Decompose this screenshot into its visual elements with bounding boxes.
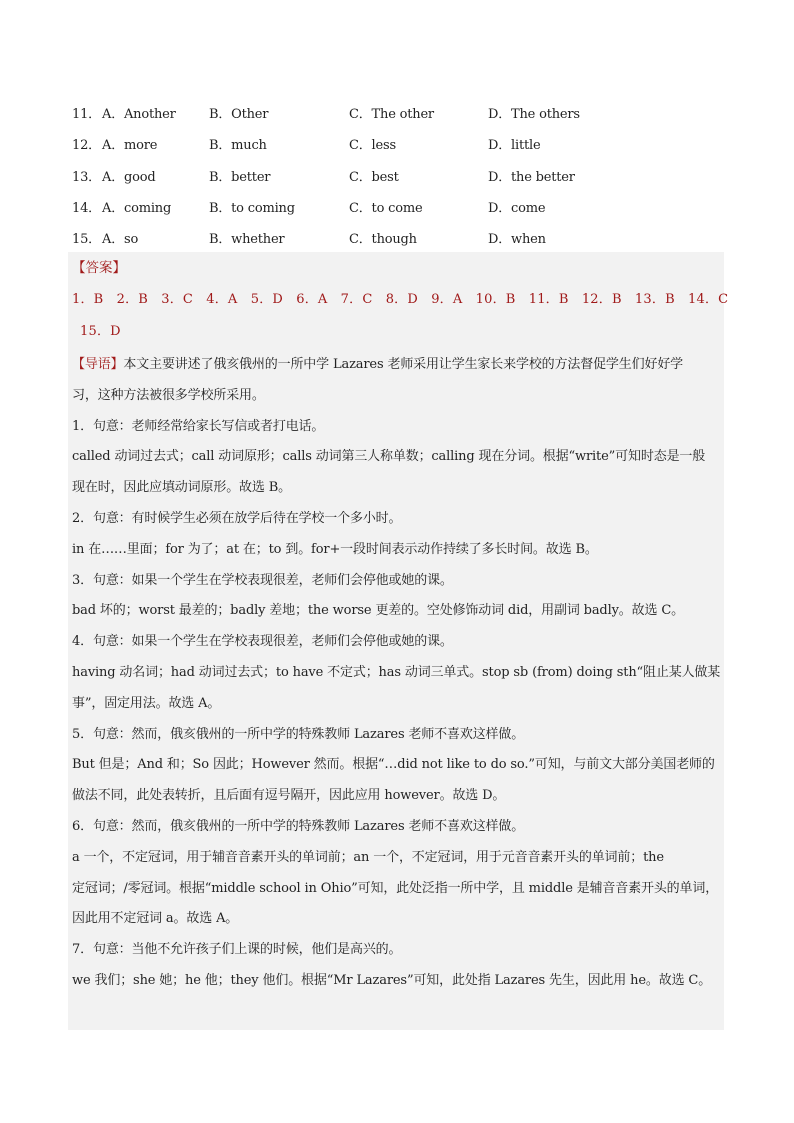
- option-c: C．best: [349, 169, 399, 185]
- question-number: 12．: [72, 138, 101, 154]
- explanation-line: 2．句意：有时候学生必须在放学后待在学校一个多小时。: [72, 510, 402, 526]
- option-a: A．more: [102, 138, 158, 154]
- option-c: C．less: [349, 138, 396, 154]
- guide-paragraph-line: [72, 350, 726, 381]
- explanation-line: we 我们；she 她；he 他；they 他们。根据“Mr Lazares”可知，此处指 Lazares 先生，因此用 he。故选 C。: [72, 972, 712, 988]
- explanation-line: having 动名词；had 动词过去式；to have 不定式；has 动词三单式。stop sb (from) doing sth“阻止某人做某: [72, 664, 721, 680]
- answer-key-line: 15．D: [80, 324, 121, 339]
- option-a: A．good: [102, 169, 156, 185]
- option-c: C．to come: [349, 201, 423, 217]
- option-row-12: [72, 128, 732, 159]
- option-d: D．The others: [488, 107, 580, 123]
- guide-text: 本文主要讲述了俄亥俄州的一所中学 Lazares 老师采用让学生家长来学校的方法督促学生们好好学: [123, 357, 684, 372]
- option-b: B．to coming: [209, 201, 295, 217]
- explanation-line: in 在……里面；for 为了；at 在；to 到。for+一段时间表示动作持续了多长时间。故选 B。: [72, 541, 598, 557]
- option-d: D．when: [488, 232, 546, 248]
- option-a: A．coming: [102, 201, 172, 217]
- answer-key-line: 1．B 2．B 3．C 4．A 5．D 6．A 7．C 8．D 9．A 10．B 11．B 12．B 13．B 14．C: [72, 292, 729, 307]
- explanation-line: 因此用不定冠词 a。故选 A。: [72, 911, 239, 927]
- answer-heading: 【答案】: [72, 260, 126, 276]
- explanation-line: 现在时，因此应填动词原形。故选 B。: [72, 480, 291, 496]
- option-b: B．whether: [209, 232, 285, 248]
- explanation-line: 定冠词；/零冠词。根据“middle school in Ohio”可知，此处泛指一所中学，且 middle 是辅音音素开头的单词，: [72, 880, 719, 896]
- option-d: D．the better: [488, 169, 575, 185]
- guide-paragraph-line: 习，这种方法被很多学校所采用。: [72, 387, 265, 403]
- explanation-line: 1．句意：老师经常给家长写信或者打电话。: [72, 418, 325, 434]
- explanation-line: 4．句意：如果一个学生在学校表现很差，老师们会停他或她的课。: [72, 634, 453, 650]
- option-row-13: [72, 160, 732, 191]
- explanation-line: called 动词过去式；call 动词原形；calls 动词第三人称单数；calling 现在分词。根据“write”可知时态是一般: [72, 449, 706, 465]
- option-c: C．The other: [349, 107, 434, 123]
- option-c: C．though: [349, 232, 417, 248]
- explanation-section: [72, 350, 726, 997]
- guide-heading: 【导语】: [72, 357, 124, 372]
- explanation-line: 事”，固定用法。故选 A。: [72, 695, 221, 711]
- question-number: 13．: [72, 169, 101, 185]
- option-b: B．Other: [209, 107, 269, 123]
- question-number: 15．: [72, 232, 101, 248]
- explanation-line: 做法不同，此处表转折，且后面有逗号隔开，因此应用 however。故选 D。: [72, 788, 506, 804]
- explanation-line: 7．句意：当他不允许孩子们上课的时候，他们是高兴的。: [72, 942, 402, 958]
- option-list: [72, 97, 732, 253]
- explanation-line: 6．句意：然而，俄亥俄州的一所中学的特殊教师 Lazares 老师不喜欢这样做。: [72, 818, 525, 834]
- explanation-line: bad 坏的；worst 最差的；badly 差地；the worse 更差的。空处修饰动词 did，用副词 badly。故选 C。: [72, 603, 684, 619]
- option-d: D．come: [488, 201, 546, 217]
- explanation-line: 3．句意：如果一个学生在学校表现很差，老师们会停他或她的课。: [72, 572, 453, 588]
- option-b: B．much: [209, 138, 267, 154]
- question-number: 14．: [72, 201, 101, 217]
- option-row-15: [72, 222, 732, 253]
- option-a: A．Another: [102, 107, 176, 123]
- option-a: A．so: [102, 232, 139, 248]
- option-row-11: [72, 97, 732, 128]
- option-row-14: [72, 191, 732, 222]
- explanation-line: a 一个，不定冠词，用于辅音音素开头的单词前；an 一个，不定冠词，用于元音音素开头的单词前；the: [72, 849, 664, 865]
- explanation-line: 5．句意：然而，俄亥俄州的一所中学的特殊教师 Lazares 老师不喜欢这样做。: [72, 726, 525, 742]
- question-number: 11．: [72, 107, 101, 123]
- option-d: D．little: [488, 138, 541, 154]
- explanation-line: But 但是；And 和；So 因此；However 然而。根据“…did not like to do so.”可知，与前文大部分美国老师的: [72, 757, 715, 773]
- option-b: B．better: [209, 169, 271, 185]
